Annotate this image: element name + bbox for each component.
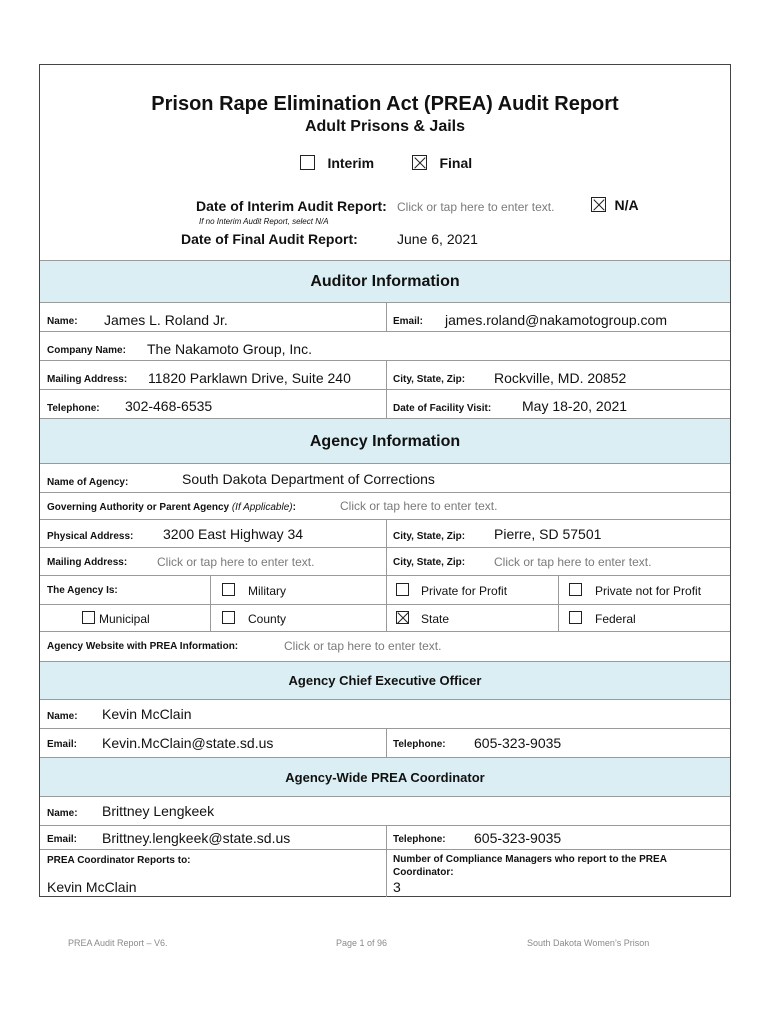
final-date-value[interactable]: June 6, 2021 bbox=[397, 231, 478, 247]
footer-facility: South Dakota Women’s Prison bbox=[527, 938, 650, 948]
county-label: County bbox=[248, 612, 287, 626]
ceo-name-label: Name: bbox=[47, 711, 78, 722]
agency-mailing-label: Mailing Address: bbox=[47, 557, 128, 568]
federal-checkbox[interactable] bbox=[569, 611, 582, 624]
interim-option[interactable] bbox=[300, 154, 374, 172]
agency-type-private-nonprofit[interactable] bbox=[558, 576, 730, 604]
interim-note: If no Interim Audit Report, select N/A bbox=[199, 217, 329, 226]
auditor-mailing-row bbox=[40, 360, 730, 389]
interim-date-label: Date of Interim Audit Report: bbox=[196, 198, 387, 214]
agency-physical-label: Physical Address: bbox=[47, 531, 134, 542]
military-checkbox[interactable] bbox=[222, 583, 235, 596]
auditor-phone-row bbox=[40, 389, 730, 418]
agency-website-label: Agency Website with PREA Information: bbox=[47, 641, 239, 652]
managers-label-line-2: Coordinator: bbox=[393, 867, 454, 878]
coordinator-phone[interactable]: 605-323-9035 bbox=[474, 830, 562, 846]
auditor-company-label: Company Name: bbox=[47, 345, 126, 356]
report-header bbox=[40, 65, 730, 260]
reports-to-value[interactable]: Kevin McClain bbox=[47, 879, 137, 895]
auditor-phone-label: Telephone: bbox=[47, 403, 100, 414]
final-option[interactable] bbox=[412, 154, 472, 172]
agency-section-heading: Agency Information bbox=[40, 418, 730, 463]
coordinator-email-label: Email: bbox=[47, 834, 78, 845]
agency-type-municipal[interactable] bbox=[40, 605, 210, 631]
ceo-section-heading: Agency Chief Executive Officer bbox=[40, 661, 730, 699]
agency-type-county[interactable] bbox=[210, 605, 386, 631]
ceo-name-row bbox=[40, 699, 730, 728]
auditor-csz[interactable]: Rockville, MD. 20852 bbox=[494, 370, 627, 386]
interim-label: Interim bbox=[327, 154, 375, 171]
auditor-mailing[interactable]: 11820 Parklawn Drive, Suite 240 bbox=[148, 370, 351, 386]
agency-physical-csz[interactable]: Pierre, SD 57501 bbox=[494, 526, 602, 542]
final-date-label: Date of Final Audit Report: bbox=[181, 231, 358, 247]
ceo-phone-label: Telephone: bbox=[393, 739, 446, 750]
managers-count[interactable]: 3 bbox=[393, 879, 401, 895]
coordinator-email[interactable]: Brittney.lengkeek@state.sd.us bbox=[102, 830, 291, 846]
auditor-email-label: Email: bbox=[393, 316, 424, 327]
agency-type-label: The Agency Is: bbox=[47, 585, 118, 596]
auditor-visit[interactable]: May 18-20, 2021 bbox=[522, 398, 628, 414]
agency-mailing-field[interactable]: Click or tap here to enter text. bbox=[157, 555, 315, 569]
coordinator-phone-label: Telephone: bbox=[393, 834, 446, 845]
private-profit-label: Private for Profit bbox=[421, 584, 508, 598]
report-subtitle: Adult Prisons & Jails bbox=[304, 118, 466, 135]
agency-type-row-2 bbox=[40, 604, 730, 631]
auditor-name-label: Name: bbox=[47, 316, 78, 327]
auditor-name[interactable]: James L. Roland Jr. bbox=[104, 312, 228, 328]
auditor-visit-label: Date of Facility Visit: bbox=[393, 403, 492, 414]
agency-governing-label bbox=[47, 502, 296, 513]
agency-mailing-row bbox=[40, 547, 730, 575]
state-label: State bbox=[421, 612, 450, 626]
final-checkbox[interactable] bbox=[412, 155, 427, 170]
na-checkbox[interactable] bbox=[591, 197, 606, 212]
footer-page-number: Page 1 of 96 bbox=[336, 938, 388, 948]
military-label: Military bbox=[248, 584, 286, 598]
municipal-checkbox[interactable] bbox=[82, 611, 95, 624]
coordinator-contact-row bbox=[40, 825, 730, 849]
agency-type-private-profit[interactable] bbox=[386, 576, 558, 604]
municipal-label: Municipal bbox=[99, 612, 150, 626]
interim-date-field[interactable]: Click or tap here to enter text. bbox=[397, 200, 555, 214]
agency-mailing-csz-label: City, State, Zip: bbox=[393, 557, 466, 568]
audit-report-form bbox=[39, 64, 731, 897]
county-checkbox[interactable] bbox=[222, 611, 235, 624]
auditor-company-row bbox=[40, 331, 730, 360]
na-label: N/A bbox=[614, 196, 639, 213]
agency-physical-csz-label: City, State, Zip: bbox=[393, 531, 466, 542]
managers-label-line-1: Number of Compliance Managers who report to the PREA bbox=[393, 854, 667, 865]
agency-name-row bbox=[40, 463, 730, 492]
coordinator-name-label: Name: bbox=[47, 808, 78, 819]
agency-type-military[interactable] bbox=[210, 576, 386, 604]
agency-governing-row bbox=[40, 492, 730, 519]
governing-note: (If Applicable) bbox=[231, 502, 293, 513]
auditor-mailing-label: Mailing Address: bbox=[47, 374, 128, 385]
coordinator-name[interactable]: Brittney Lengkeek bbox=[102, 803, 215, 819]
final-label: Final bbox=[439, 154, 473, 171]
agency-website-field[interactable]: Click or tap here to enter text. bbox=[284, 639, 442, 653]
auditor-phone[interactable]: 302-468-6535 bbox=[125, 398, 213, 414]
agency-type-state[interactable] bbox=[386, 605, 558, 631]
coordinator-reports-row bbox=[40, 849, 730, 897]
agency-type-row-1 bbox=[40, 575, 730, 604]
agency-physical-row bbox=[40, 519, 730, 547]
auditor-csz-label: City, State, Zip: bbox=[393, 374, 466, 385]
auditor-section-heading: Auditor Information bbox=[40, 260, 730, 302]
agency-governing-field[interactable]: Click or tap here to enter text. bbox=[340, 499, 498, 513]
ceo-contact-row bbox=[40, 728, 730, 757]
auditor-company[interactable]: The Nakamoto Group, Inc. bbox=[147, 341, 312, 357]
na-option[interactable] bbox=[591, 196, 639, 214]
ceo-name[interactable]: Kevin McClain bbox=[102, 706, 192, 722]
auditor-email[interactable]: james.roland@nakamotogroup.com bbox=[445, 312, 667, 328]
ceo-email-label: Email: bbox=[47, 739, 78, 750]
private-nonprofit-checkbox[interactable] bbox=[569, 583, 582, 596]
governing-label-text: Governing Authority or Parent Agency bbox=[47, 502, 230, 513]
coordinator-name-row bbox=[40, 796, 730, 825]
private-profit-checkbox[interactable] bbox=[396, 583, 409, 596]
interim-checkbox[interactable] bbox=[300, 155, 315, 170]
agency-name-label: Name of Agency: bbox=[47, 477, 129, 488]
footer-version: PREA Audit Report – V6. bbox=[68, 938, 168, 948]
agency-name[interactable]: South Dakota Department of Corrections bbox=[182, 471, 435, 487]
federal-label: Federal bbox=[595, 612, 636, 626]
agency-type-federal[interactable] bbox=[558, 605, 730, 631]
agency-mailing-csz-field[interactable]: Click or tap here to enter text. bbox=[494, 555, 652, 569]
ceo-phone[interactable]: 605-323-9035 bbox=[474, 735, 562, 751]
ceo-email[interactable]: Kevin.McClain@state.sd.us bbox=[102, 735, 274, 751]
agency-website-row bbox=[40, 631, 730, 661]
reports-to-label: PREA Coordinator Reports to: bbox=[47, 855, 191, 866]
report-title: Prison Rape Elimination Act (PREA) Audit Report bbox=[151, 93, 619, 115]
governing-colon: : bbox=[292, 502, 296, 513]
state-checkbox[interactable] bbox=[396, 611, 409, 624]
agency-physical[interactable]: 3200 East Highway 34 bbox=[163, 526, 304, 542]
auditor-name-row bbox=[40, 302, 730, 331]
private-nonprofit-label: Private not for Profit bbox=[595, 584, 702, 598]
coordinator-section-heading: Agency-Wide PREA Coordinator bbox=[40, 757, 730, 796]
